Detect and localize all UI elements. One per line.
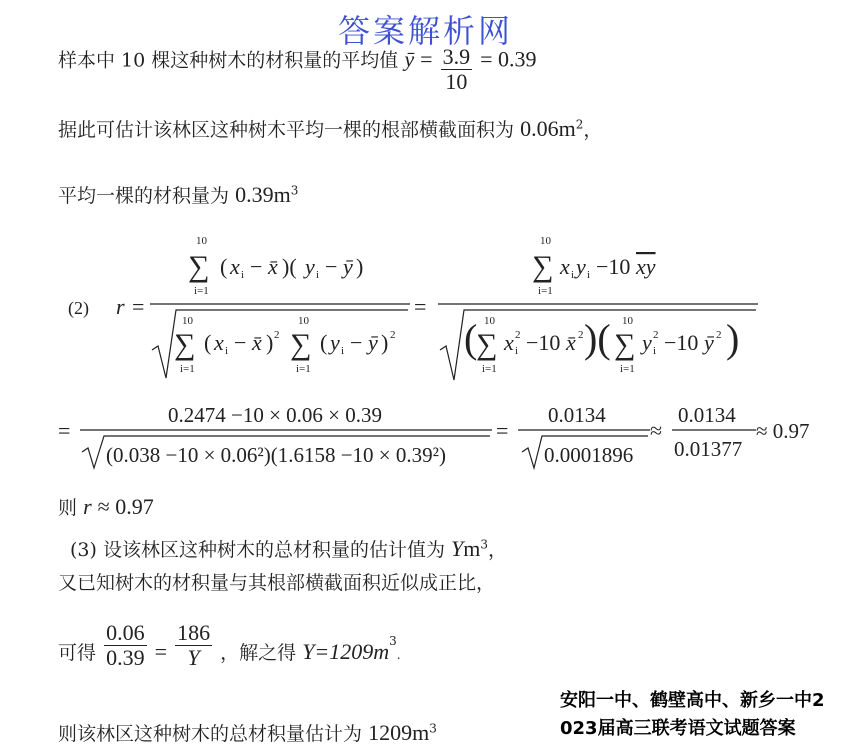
svg-text:y: y <box>642 330 652 355</box>
svg-text:i=1: i=1 <box>538 285 553 297</box>
svg-text:): ) <box>266 330 274 355</box>
svg-text:10: 10 <box>622 315 633 327</box>
calc-approx: ≈ <box>650 418 663 443</box>
line-final <box>58 722 437 744</box>
svg-text:xy: xy <box>636 254 656 279</box>
solve-answer: Y=1209m <box>302 638 390 664</box>
svg-text:y: y <box>330 330 340 355</box>
svg-text:−: − <box>250 254 263 279</box>
svg-text:i: i <box>587 269 591 281</box>
line-proportion-eq <box>58 622 401 669</box>
svg-text:i: i <box>341 345 345 357</box>
svg-text:x̄: x̄ <box>268 254 278 279</box>
numeric-computation <box>0 396 866 476</box>
frac-right-den: Y <box>187 645 200 670</box>
svg-text:(: ( <box>464 316 478 361</box>
svg-text:10: 10 <box>182 315 193 327</box>
svg-text:∑: ∑ <box>476 328 498 361</box>
corner-title-line1: 安阳一中、鹤壁高中、新乡一中2 <box>560 690 825 711</box>
area-sup: 2 <box>575 117 584 132</box>
sample-mean-text: 样本中 10 棵这种树木的材积量的平均值 <box>58 49 399 72</box>
part3-sup: 3 <box>480 537 489 552</box>
part2-label: (2) <box>68 298 89 318</box>
volume-value: 0.39m <box>235 182 291 207</box>
final-value: 1209m <box>368 720 430 745</box>
svg-text:i=1: i=1 <box>296 363 311 375</box>
line-part3 <box>70 538 507 560</box>
correlation-formula <box>0 232 866 392</box>
mean-numerator: 3.9 <box>442 44 471 69</box>
svg-text:10: 10 <box>540 235 551 247</box>
calc-result: ≈ 0.97 <box>756 419 810 443</box>
area-value: 0.06m <box>520 116 576 141</box>
svg-text:i: i <box>225 345 229 357</box>
svg-text:10: 10 <box>484 315 495 327</box>
corner-title-line2: 023届高三联考语文试题答案 <box>560 718 796 739</box>
watermark-logo: 答案解析网 <box>338 12 514 50</box>
mean-result: = 0.39 <box>480 46 537 72</box>
svg-text:ȳ: ȳ <box>343 254 353 279</box>
svg-text:−: − <box>234 330 247 355</box>
part3-tail: ， <box>488 539 508 561</box>
calc-den2: 0.0001896 <box>544 443 634 467</box>
svg-text:i=1: i=1 <box>180 363 195 375</box>
svg-text:−10: −10 <box>526 330 561 355</box>
svg-text:2: 2 <box>716 329 722 341</box>
svg-text:(: ( <box>220 254 228 279</box>
svg-text:)(: )( <box>584 316 611 361</box>
calc-num2: 0.0134 <box>548 403 606 427</box>
svg-text:x: x <box>230 254 240 279</box>
solve-sup: 3 <box>389 634 397 649</box>
svg-text:∑: ∑ <box>614 328 636 361</box>
svg-text:y: y <box>576 254 586 279</box>
svg-text:∑: ∑ <box>532 250 554 283</box>
calc-eq1: = <box>496 418 509 443</box>
ybar: ȳ <box>404 46 415 72</box>
eq-sign: = <box>420 46 433 72</box>
svg-text:x: x <box>214 330 224 355</box>
svg-text:−: − <box>350 330 363 355</box>
solve-text: ，解之得 <box>220 641 297 664</box>
calc-num3: 0.0134 <box>678 403 736 427</box>
r-var: r <box>116 294 125 319</box>
part3-text: 设该林区这种树木的总材积量的估计值为 <box>102 539 445 561</box>
calc-denominator: (0.038 −10 × 0.06²)(1.6158 −10 × 0.39²) <box>106 443 446 467</box>
svg-text:ȳ: ȳ <box>368 330 378 355</box>
volume-text: 平均一棵的材积量为 <box>58 185 230 207</box>
area-text: 据此可估计该林区这种树木平均一棵的根部横截面积为 <box>58 119 515 141</box>
svg-text:∑: ∑ <box>174 328 196 361</box>
line-r-result <box>58 496 154 518</box>
line-volume-estimate <box>58 184 298 206</box>
calc-den3: 0.01377 <box>674 437 743 461</box>
svg-text:i: i <box>571 269 575 281</box>
svg-text:i=1: i=1 <box>620 363 635 375</box>
svg-text:i=1: i=1 <box>482 363 497 375</box>
final-sup: 3 <box>429 721 437 736</box>
svg-text:x̄: x̄ <box>252 330 262 355</box>
svg-text:x: x <box>504 330 514 355</box>
frac-left <box>104 622 147 669</box>
svg-text:∑: ∑ <box>290 328 312 361</box>
r-result-value: ≈ 0.97 <box>97 494 154 519</box>
svg-text:2: 2 <box>274 329 280 341</box>
svg-text:i: i <box>515 345 519 357</box>
calc-numerator: 0.2474 −10 × 0.06 × 0.39 <box>168 403 383 427</box>
svg-text:(: ( <box>320 330 328 355</box>
svg-text:2: 2 <box>578 329 584 341</box>
part3-label: (3) <box>70 539 97 561</box>
svg-text:=: = <box>58 418 71 443</box>
svg-text:): ) <box>381 330 389 355</box>
volume-sup: 3 <box>290 183 299 198</box>
frac-right <box>175 622 212 669</box>
svg-text:=: = <box>132 294 145 319</box>
svg-text:(: ( <box>204 330 212 355</box>
svg-text:i: i <box>241 269 245 281</box>
line-proportional: 又已知树木的材积量与其根部横截面积近似成正比， <box>58 572 496 594</box>
svg-text:y: y <box>305 254 315 279</box>
line-area-estimate <box>58 118 602 140</box>
svg-text:): ) <box>356 254 364 279</box>
frac-right-num: 186 <box>177 620 211 645</box>
part3-var: Y <box>451 536 464 561</box>
mean-denominator: 10 <box>445 69 468 94</box>
svg-text:2: 2 <box>515 329 521 341</box>
svg-text:=: = <box>414 294 427 319</box>
svg-text:x: x <box>560 254 570 279</box>
svg-text:−10: −10 <box>664 330 699 355</box>
svg-text:i: i <box>316 269 320 281</box>
r-prefix: 则 <box>58 497 78 519</box>
svg-text:)(: )( <box>282 254 297 279</box>
part3-unit: m <box>463 536 481 561</box>
r-result-var: r <box>83 494 92 519</box>
get-prefix: 可得 <box>58 641 97 664</box>
frac-left-den: 0.39 <box>106 645 145 670</box>
svg-text:ȳ: ȳ <box>704 330 714 355</box>
svg-text:10: 10 <box>196 235 207 247</box>
mean-fraction <box>441 46 473 93</box>
svg-text:10: 10 <box>298 315 309 327</box>
svg-text:2: 2 <box>390 329 396 341</box>
svg-text:x̄: x̄ <box>566 330 576 355</box>
svg-text:2: 2 <box>653 329 659 341</box>
area-tail: ， <box>583 119 603 141</box>
svg-text:−10: −10 <box>596 254 631 279</box>
proportion-eq: = <box>154 638 168 664</box>
frac-left-num: 0.06 <box>106 620 145 645</box>
svg-text:i: i <box>653 345 657 357</box>
final-text: 则该林区这种树木的总材积量估计为 <box>58 723 363 745</box>
svg-text:): ) <box>726 316 740 361</box>
svg-text:i=1: i=1 <box>194 285 209 297</box>
solve-dot: . <box>396 647 401 662</box>
svg-text:−: − <box>325 254 338 279</box>
svg-text:∑: ∑ <box>188 250 210 283</box>
